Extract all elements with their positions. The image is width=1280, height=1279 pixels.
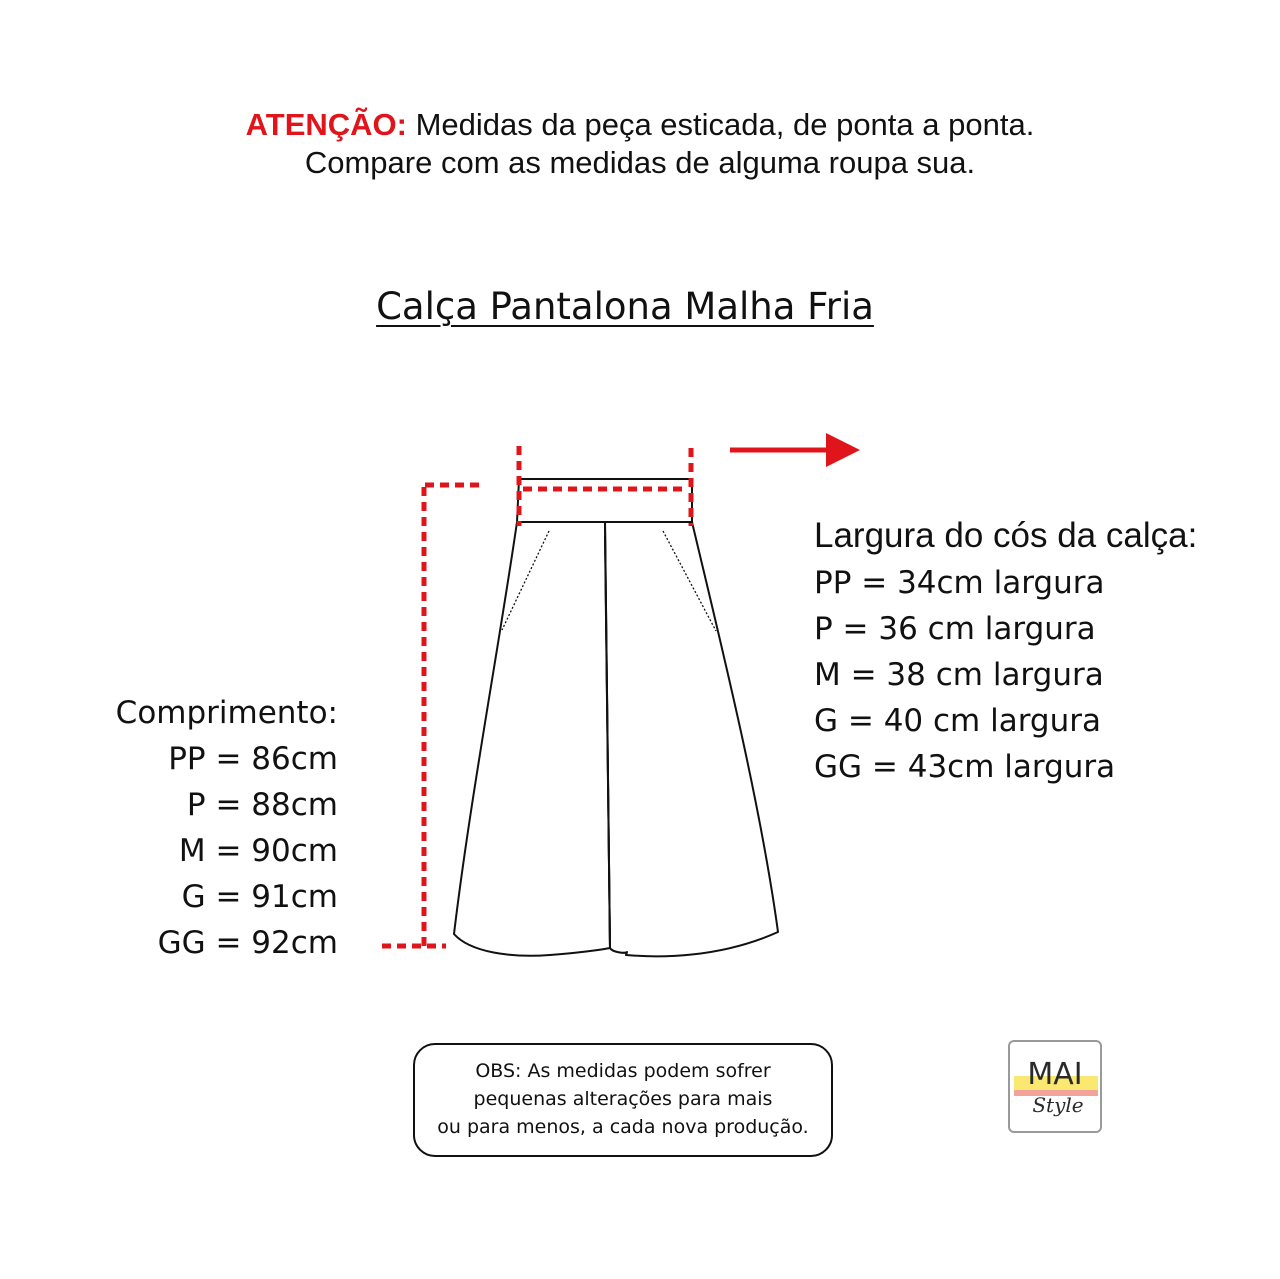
attention-line-2: Compare com as medidas de alguma roupa sua.	[304, 145, 976, 180]
waist-item-pp: PP = 34cm largura	[814, 565, 1105, 601]
logo-tagline: Style	[1032, 1093, 1084, 1117]
pants-outline	[454, 479, 778, 956]
length-item-gg: GG = 92cm	[157, 925, 338, 961]
brand-logo	[1008, 1040, 1102, 1133]
arrow-right-icon	[730, 433, 860, 467]
product-title: Calça Pantalona Malha Fria	[376, 285, 874, 328]
obs-line-3: ou para menos, a cada nova produção.	[437, 1116, 809, 1138]
length-item-p: P = 88cm	[186, 787, 338, 823]
waist-title: Largura do cós da calça:	[814, 516, 1198, 555]
waist-measurements	[814, 560, 1115, 790]
logo-artwork	[1010, 1042, 1100, 1131]
waist-item-g: G = 40 cm largura	[814, 703, 1101, 739]
length-title: Comprimento:	[115, 695, 338, 731]
waist-width-guide	[519, 446, 691, 526]
attention-text: Medidas da peça esticada, de ponta a ponta.	[406, 107, 1035, 142]
obs-note	[413, 1043, 833, 1157]
pocket-lines	[502, 531, 716, 631]
length-item-m: M = 90cm	[178, 833, 338, 869]
length-guide	[382, 485, 484, 947]
logo-brand: MAI	[1027, 1057, 1083, 1092]
obs-line-2: pequenas alterações para mais	[473, 1088, 773, 1110]
attention-label: ATENÇÃO:	[245, 107, 407, 142]
waist-item-p: P = 36 cm largura	[814, 611, 1096, 647]
length-measurements	[60, 690, 338, 966]
waist-item-gg: GG = 43cm largura	[814, 749, 1116, 785]
obs-line-1: OBS: As medidas podem sofrer	[475, 1060, 771, 1082]
length-item-pp: PP = 86cm	[168, 741, 338, 777]
waist-item-m: M = 38 cm largura	[814, 657, 1104, 693]
length-item-g: G = 91cm	[181, 879, 338, 915]
